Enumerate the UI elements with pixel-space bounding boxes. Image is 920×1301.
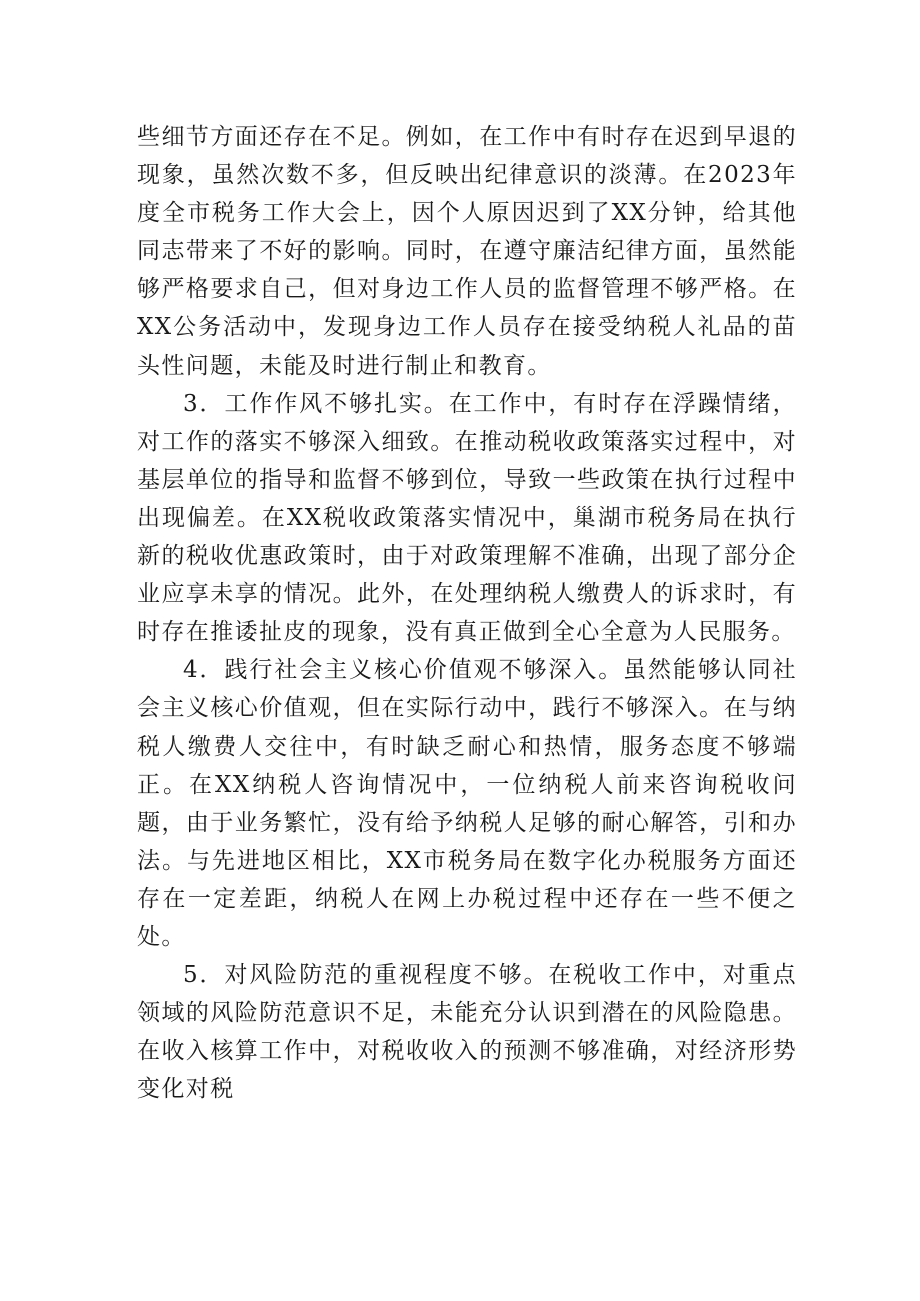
paragraph-item-3: 3．工作作风不够扎实。在工作中，有时存在浮躁情绪，对工作的落实不够深入细致。在推动税收政策落实过程中，对基层单位的指导和监督不够到位，导致一些政策在执行过程中出现偏差。在XX税收政策落实情况中，巢湖市税务局在执行新的税收优惠政策时，由于对政策理解不准确，出现了部分企业应享未享的情况。此外，在处理纳税人缴费人的诉求时，有时存在推诿扯皮的现象，没有真正做到全心全意为人民服务。 (137, 390, 797, 646)
paragraph-continuation: 些细节方面还存在不足。例如，在工作中有时存在迟到早退的现象，虽然次数不多，但反映出纪律意识的淡薄。在2023年度全市税务工作大会上，因个人原因迟到了XX分钟，给其他同志带来了不好的影响。同时，在遵守廉洁纪律方面，虽然能够严格要求自己，但对身边工作人员的监督管理不够严格。在XX公务活动中，发现身边工作人员存在接受纳税人礼品的苗头性问题，未能及时进行制止和教育。 (137, 124, 797, 379)
paragraph-item-5: 5．对风险防范的重视程度不够。在税收工作中，对重点领域的风险防范意识不足，未能充分认识到潜在的风险隐患。在收入核算工作中，对税收收入的预测不够准确，对经济形势变化对税 (137, 962, 797, 1103)
paragraph-item-4: 4．践行社会主义核心价值观不够深入。虽然能够认同社会主义核心价值观，但在实际行动中，践行不够深入。在与纳税人缴费人交往中，有时缺乏耐心和热情，服务态度不够端正。在XX纳税人咨询情况中，一位纳税人前来咨询税收问题，由于业务繁忙，没有给予纳税人足够的耐心解答，引和办法。与先进地区相比，XX市税务局在数字化办税服务方面还存在一定差距，纳税人在网上办税过程中还存在一些不便之处。 (137, 657, 797, 950)
document-body (137, 118, 797, 1108)
